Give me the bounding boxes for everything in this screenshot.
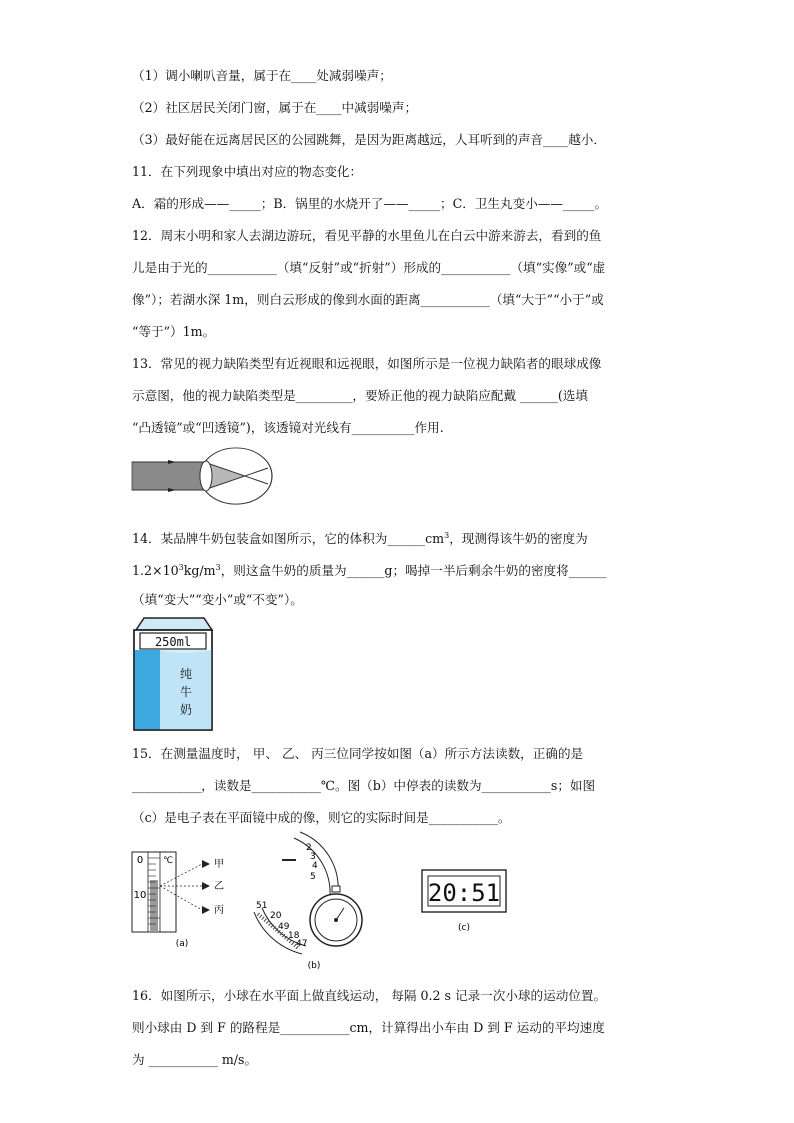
q10-line2: （2）社区居民关闭门窗，属于在____中减弱噪声； [132, 100, 418, 115]
watch-num-49: 49 [278, 922, 290, 932]
q14-text: ，则这盒牛奶的质量为______g；喝掉一半后剩余牛奶的密度将______ [220, 563, 607, 579]
superscript: 3 [215, 563, 221, 572]
q14-line2 [132, 560, 607, 579]
q15-line2: ___________，读数是___________℃。图（b）中停表的读数为___________s；如图 [132, 778, 596, 793]
q14-line3: （填“变大”“变小”或“不变”）。 [132, 592, 303, 607]
watch-num-5: 5 [310, 872, 316, 882]
q16-line2: 则小球由 D 到 F 的路程是___________cm，计算得出小车由 D 到 F 运动的平均速度 [132, 1020, 605, 1035]
watch-num-51: 51 [256, 901, 268, 911]
eye-icon [202, 860, 210, 914]
q13-line3: “凸透镜”或“凹透镜”)，该透镜对光线有__________作用. [132, 420, 444, 435]
figure-caption-c: (c) [458, 923, 470, 933]
q11-line1: 11．在下列现象中填出对应的物态变化： [132, 164, 363, 179]
thermo-unit: ℃ [162, 856, 174, 866]
q12-line4: “等于”）1m。 [132, 324, 216, 339]
viewer-bing: 丙 [214, 905, 224, 916]
eye-diagram [130, 446, 280, 506]
carton-volume-label: 250ml [154, 635, 192, 649]
superscript: 3 [444, 531, 450, 540]
clock-time: 20:51 [427, 879, 501, 907]
milk-carton [130, 616, 216, 732]
q10-line1: （1）调小喇叭音量，属于在____处减弱噪声； [132, 68, 392, 83]
q16-line3: 为 ___________ m/s。 [132, 1052, 258, 1067]
watch-num-47: 47 [296, 939, 308, 949]
thermometer-figure [130, 850, 240, 950]
q15-line3: （c）是电子表在平面镜中成的像，则它的实际时间是___________。 [132, 810, 511, 825]
q14-text: kg/m [183, 563, 216, 579]
superscript: 3 [178, 563, 184, 572]
watch-num-18: 18 [288, 931, 300, 941]
q13-line2: 示意图，他的视力缺陷类型是_________，要矫正他的视力缺陷应配戴 ______(选填 [132, 388, 588, 403]
carton-char-1: 纯 [179, 667, 193, 681]
q12-line2: 儿是由于光的___________（填“反射”或“折射”）形成的___________（填“实像”或“虚 [132, 260, 606, 275]
figure-caption-a: (a) [175, 939, 189, 949]
thermo-tick-0: 0 [136, 855, 144, 866]
watch-num-4: 4 [312, 861, 318, 871]
q15-line1: 15．在测量温度时， 甲、 乙、 丙三位同学按如图（a）所示方法读数，正确的是 [132, 746, 584, 761]
carton-char-2: 牛 [179, 685, 193, 699]
q12-line3: 像”）；若湖水深 1m，则白云形成的像到水面的距离___________（填“大于”“小于”或 [132, 292, 604, 307]
q10-line3: （3）最好能在远离居民区的公园跳舞，是因为距离越远，人耳听到的声音____越小． [132, 132, 606, 147]
q13-line1: 13．常见的视力缺陷类型有近视眼和远视眼，如图所示是一位视力缺陷者的眼球成像 [132, 356, 602, 371]
q11-line2: A．霜的形成——_____；B．锅里的水烧开了——_____；C．卫生丸变小——_____。 [132, 196, 608, 211]
q16-line1: 16．如图所示，小球在水平面上做直线运动， 每隔 0.2 s 记录一次小球的运动位置。 [132, 988, 607, 1003]
q12-line1: 12．周末小明和家人去湖边游玩，看见平静的水里鱼儿在白云中游来游去，看到的鱼 [132, 228, 602, 243]
q14-text: 1.2×10 [132, 563, 179, 579]
watch-num-2: 2 [306, 843, 312, 853]
q14-line1 [132, 528, 588, 547]
digital-clock-figure [420, 868, 510, 938]
watch-num-20: 20 [270, 911, 282, 921]
stopwatch-figure [252, 828, 382, 974]
viewer-jia: 甲 [214, 859, 224, 870]
thermo-tick-10: 10 [133, 890, 147, 901]
q14-text: ，现测得该牛奶的密度为 [449, 531, 588, 547]
q14-text: 14．某品牌牛奶包装盒如图所示，它的体积为______cm [132, 531, 445, 547]
viewer-yi: 乙 [214, 881, 224, 892]
watch-num-3: 3 [310, 852, 316, 862]
figure-caption-b: (b) [307, 961, 321, 971]
carton-char-3: 奶 [179, 703, 193, 717]
